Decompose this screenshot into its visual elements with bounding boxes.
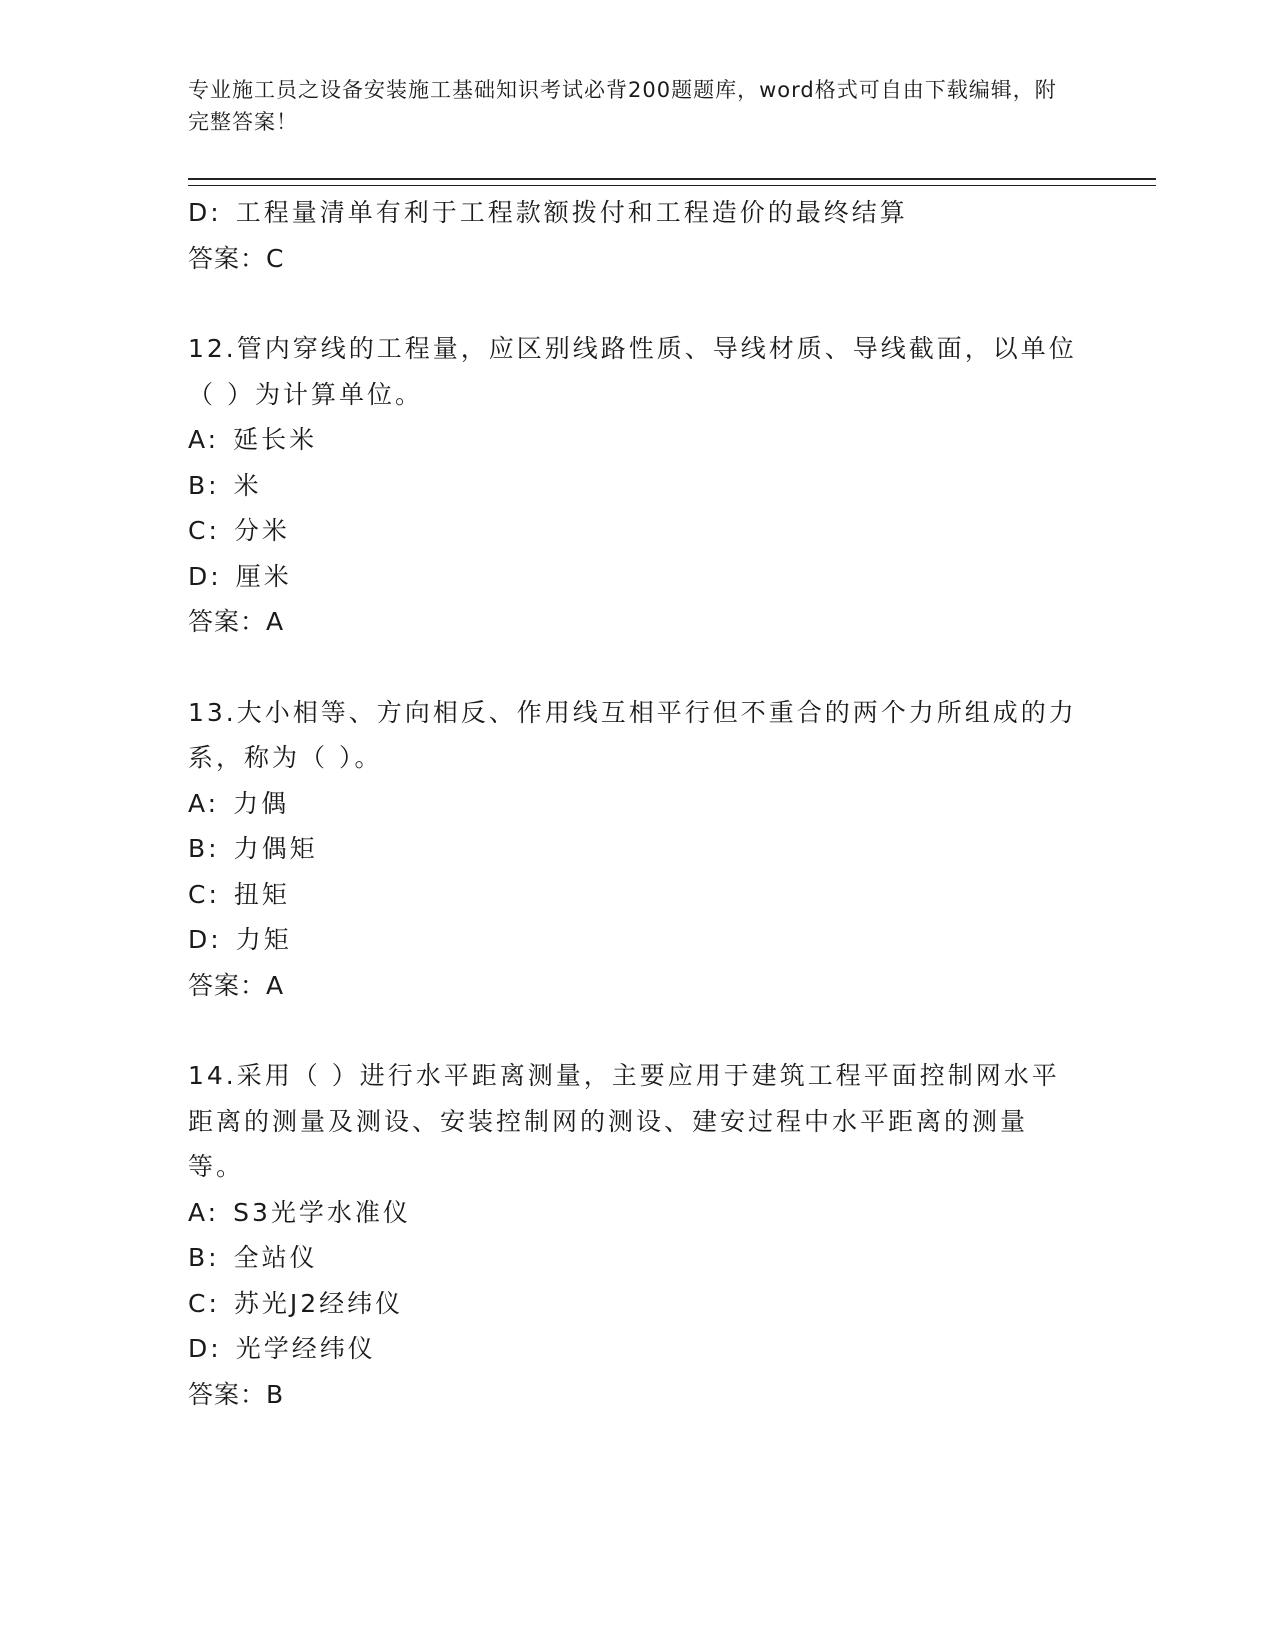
option-text: 光学经纬仪	[235, 1334, 376, 1363]
option-c	[188, 872, 1088, 918]
option-text: 米	[233, 470, 262, 500]
question-stem: 12.管内穿线的工程量，应区别线路性质、导线材质、导线截面，以单位（ ）为计算单位。	[188, 334, 1077, 409]
option-label: D:	[188, 1334, 222, 1363]
option-a	[188, 1190, 1088, 1236]
option-c	[188, 508, 1088, 554]
option-text: 苏光J2经纬仪	[233, 1288, 404, 1318]
question-13	[188, 690, 1088, 1009]
option-label: C:	[188, 1288, 220, 1318]
option-label: C:	[188, 879, 220, 909]
option-b	[188, 826, 1088, 872]
document-body	[188, 190, 1088, 1417]
option-d	[188, 917, 1088, 963]
option-label: D:	[188, 198, 222, 227]
option-text: 力矩	[235, 925, 292, 954]
option-text: S3光学水准仪	[233, 1197, 411, 1227]
option-label: A:	[188, 425, 220, 454]
option-b	[188, 463, 1088, 509]
option-c	[188, 1281, 1088, 1327]
answer-label: 答案：	[188, 607, 267, 636]
option-a	[188, 781, 1088, 827]
option-text: 厘米	[235, 561, 292, 591]
option-a	[188, 417, 1088, 463]
question-stem: 13.大小相等、方向相反、作用线互相平行但不重合的两个力所组成的力系，称为（ ）。	[188, 697, 1077, 772]
option-text: 力偶	[233, 788, 290, 818]
header-divider	[188, 178, 1156, 186]
option-label: B:	[188, 1243, 220, 1272]
option-d	[188, 554, 1088, 600]
option-text: 分米	[233, 516, 290, 545]
answer	[188, 963, 1088, 1009]
option-text: 工程量清单有利于工程款额拨付和工程造价的最终结算	[235, 198, 908, 227]
question-12	[188, 326, 1088, 645]
answer-label: 答案：	[188, 970, 267, 1000]
option-label: A:	[188, 788, 220, 818]
answer-value: B	[266, 1379, 284, 1409]
option-label: B:	[188, 834, 220, 863]
prev-option-d	[188, 190, 1088, 236]
option-d	[188, 1326, 1088, 1372]
option-label: A:	[188, 1197, 220, 1227]
answer	[188, 599, 1088, 645]
option-text: 延长米	[233, 425, 318, 454]
option-label: B:	[188, 470, 220, 500]
option-text: 扭矩	[233, 879, 290, 909]
page-header: 专业施工员之设备安装施工基础知识考试必背200题题库，word格式可自由下载编辑，附完整答案！	[188, 78, 1057, 134]
answer-label: 答案：	[188, 243, 267, 273]
answer-label: 答案：	[188, 1379, 267, 1409]
answer	[188, 1372, 1088, 1418]
option-text: 全站仪	[233, 1243, 318, 1272]
prev-answer	[188, 236, 1088, 282]
option-label: C:	[188, 516, 220, 545]
option-b	[188, 1235, 1088, 1281]
option-label: D:	[188, 561, 222, 591]
option-label: D:	[188, 925, 222, 954]
answer-value: A	[266, 607, 284, 636]
question-14	[188, 1053, 1088, 1417]
question-stem: 14.采用（ ）进行水平距离测量，主要应用于建筑工程平面控制网水平距离的测量及测设、安装控制网的测设、建安过程中水平距离的测量等。	[188, 1061, 1060, 1181]
option-text: 力偶矩	[233, 834, 318, 863]
answer-value: C	[266, 243, 284, 273]
answer-value: A	[266, 970, 284, 1000]
